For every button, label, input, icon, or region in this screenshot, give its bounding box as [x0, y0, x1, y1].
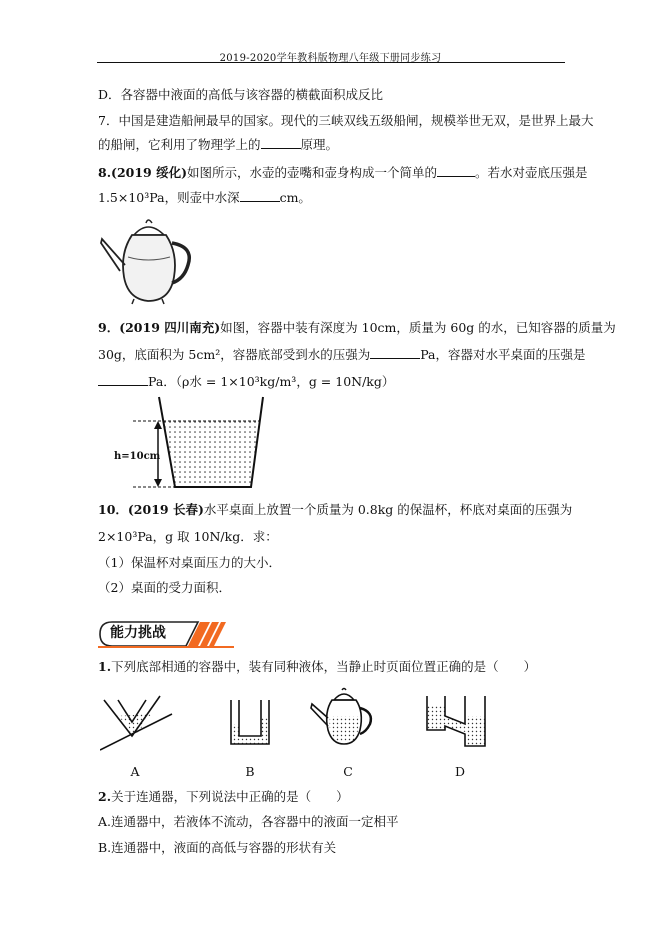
q9-text-4: Pa．（ρ水 = 1×10³kg/m³，g = 10N/kg） — [148, 374, 395, 389]
q8-source: 8.(2019 绥化) — [98, 165, 188, 180]
challenge-2-option-a[interactable]: A.连通器中，若液体不流动，各容器中的液面一定相平 — [98, 814, 399, 829]
c1-number: 1. — [98, 659, 112, 674]
container-figure — [113, 395, 273, 495]
option-a-label[interactable]: A — [130, 764, 140, 779]
option-b-label[interactable]: B — [245, 764, 255, 779]
question-9-line-1 — [98, 320, 616, 336]
q9-text-2: 30g，底面积为 5cm²，容器底部受到水的压强为 — [98, 347, 371, 362]
q8-answer-blank-2[interactable] — [240, 189, 280, 202]
question-10-part-2: （2）桌面的受力面积． — [98, 580, 231, 595]
c2-text: 关于连通器，下列说法中正确的是（ ） — [111, 789, 349, 804]
challenge-2-option-b[interactable]: B.连通器中，液面的高低与容器的形状有关 — [98, 840, 337, 855]
option-d-text: D．各容器中液面的高低与该容器的横截面积成反比 — [98, 87, 384, 102]
q8-text-2: 。若水对壶底压强是 — [475, 165, 588, 180]
challenge-1-line — [98, 659, 536, 675]
question-8-line-2 — [98, 189, 311, 206]
q9-source: 9．(2019 四川南充) — [98, 320, 221, 335]
option-d-label[interactable]: D — [454, 764, 466, 779]
q8-text-3: 1.5×10³Pa，则壶中水深 — [98, 190, 240, 205]
question-9-line-3 — [98, 373, 394, 390]
c2-number: 2. — [98, 789, 112, 804]
section-title: 能力挑战 — [110, 625, 166, 641]
question-10-line-1 — [98, 502, 572, 518]
q8-text: 如图所示，水壶的壶嘴和壶身构成一个简单的 — [187, 165, 438, 180]
question-7-line-2 — [98, 136, 338, 153]
question-7-line-1: 7．中国是建造船闸最早的国家。现代的三峡双线五级船闸，规模举世无双，是世界上最大 — [98, 113, 594, 128]
option-d-figure — [423, 694, 493, 750]
q10-source: 10．(2019 长春) — [98, 502, 204, 517]
option-a-figure — [100, 694, 175, 754]
q8-answer-blank-1[interactable] — [437, 164, 475, 177]
question-10-part-1: （1）保温杯对桌面压力的大小． — [98, 555, 281, 570]
kettle-figure — [98, 213, 198, 305]
question-10-line-2: 2×10³Pa，g 取 10N/kg．求： — [98, 529, 278, 544]
page-header: 2019-2020学年教科版物理八年级下册同步练习 — [219, 53, 442, 64]
question-8-line-1 — [98, 164, 588, 181]
header-rule — [97, 62, 565, 63]
challenge-2-line — [98, 789, 349, 805]
q8-text-4: cm。 — [279, 190, 311, 205]
q9-text: 如图，容器中装有深度为 10cm，质量为 60g 的水，已知容器的质量为 — [220, 320, 616, 335]
option-c-figure — [308, 686, 378, 748]
q7-text: 的船闸，它利用了物理学上的 — [98, 137, 261, 152]
question-9-line-2 — [98, 346, 586, 363]
c1-text: 下列底部相通的容器中，装有同种液体，当静止时页面位置正确的是（ ） — [111, 659, 537, 674]
q7-text-end: 原理。 — [300, 137, 339, 152]
option-b-figure — [225, 698, 275, 748]
q10-text: 水平桌面上放置一个质量为 0.8kg 的保温杯，杯底对桌面的压强为 — [203, 502, 573, 517]
option-c-label[interactable]: C — [343, 764, 353, 779]
q7-answer-blank[interactable] — [261, 136, 301, 149]
height-label: h=10cm — [114, 451, 161, 462]
q9-text-3: Pa，容器对水平桌面的压强是 — [420, 347, 586, 362]
q9-answer-blank-2[interactable] — [98, 373, 148, 386]
q9-answer-blank-1[interactable] — [370, 346, 420, 359]
